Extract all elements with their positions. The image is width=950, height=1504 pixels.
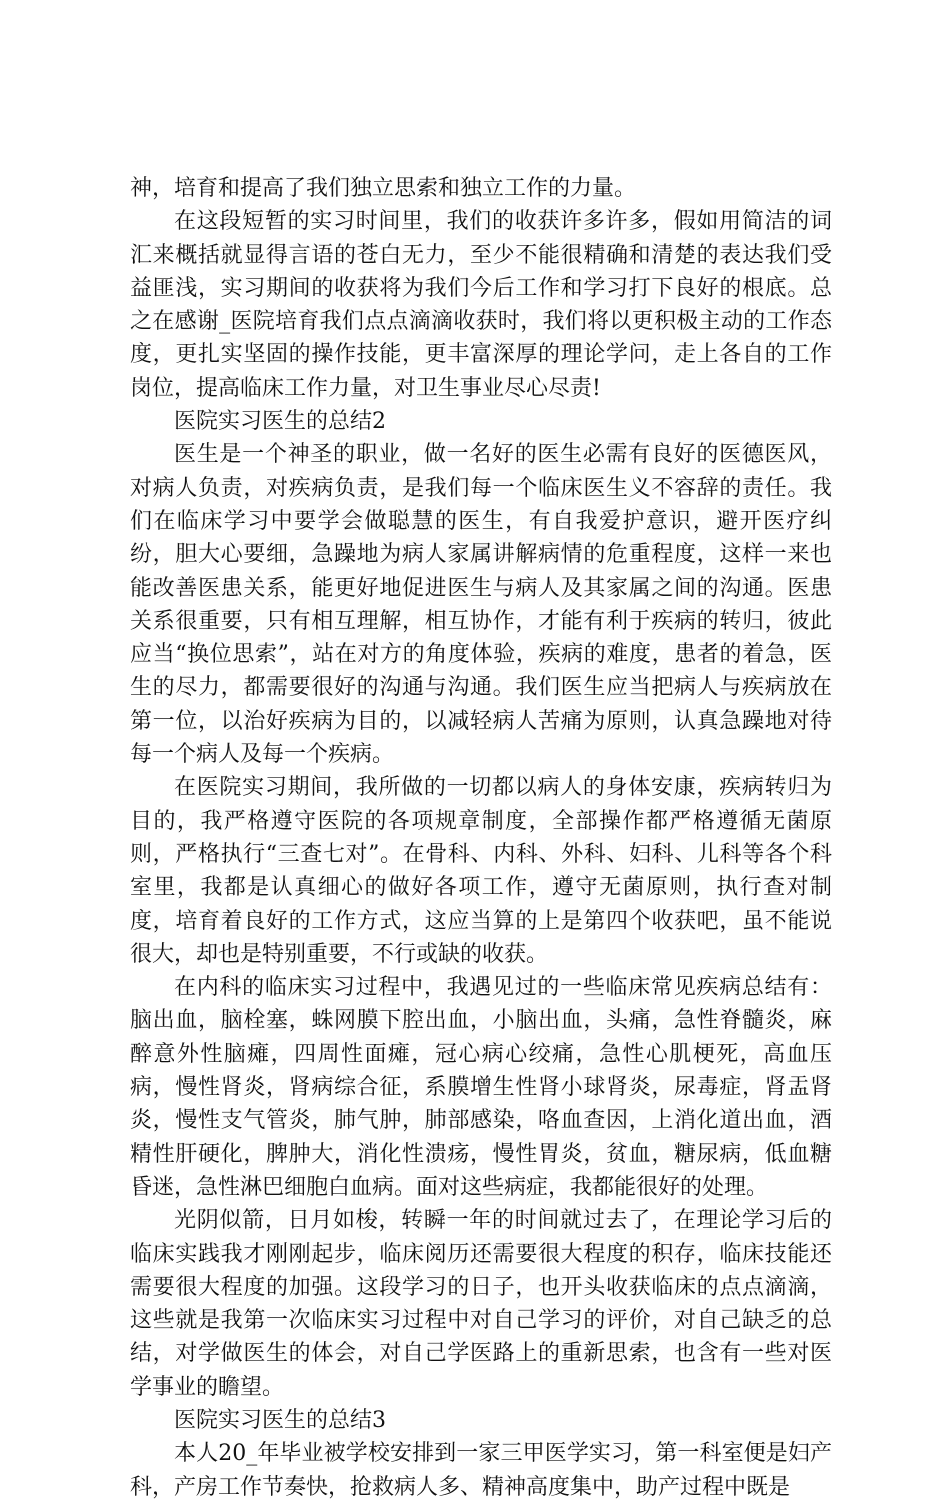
- document-page: [130, 172, 832, 1504]
- section-heading-2: 医院实习医生的总结2: [174, 409, 386, 435]
- paragraph-obstetrics-start: 本人20_年毕业被学校安排到一家三甲医学实习，第一科室便是妇产科，产房工作节奏快，抢救病人多、精神高度集中，助产过程中既是: [130, 1441, 832, 1500]
- paragraph-internship-conduct: 在医院实习期间，我所做的一切都以病人的身体安康，疾病转归为目的，我严格遵守医院的各项规章制度，全部操作都严格遵循无菌原则，严格执行“三查七对”。在骨科、内科、外科、妇科、儿科等各个科室里，我都是认真细心的做好各项工作，遵守无菌原则，执行查对制度，培育着良好的工作方式，这应当算的上是第四个收获吧，虽不能说很大，却也是特别重要，不行或缺的收获。: [130, 775, 832, 967]
- paragraph-continuation: 神，培育和提高了我们独立思索和独立工作的力量。: [130, 176, 637, 201]
- paragraph-summary-1: 在这段短暂的实习时间里，我们的收获许多许多，假如用简洁的词汇来概括就显得言语的苍白无力，至少不能很精确和清楚的表达我们受益匪浅，实习期间的收获将为我们今后工作和学习打下良好的根底。总之在感谢_医院培育我们点点滴滴收获时，我们将以更积极主动的工作态度，更扎实坚固的操作技能，更丰富深厚的理论学问，走上各自的工作岗位，提高临床工作力量，对卫生事业尽心尽责!: [130, 209, 832, 401]
- section-heading-3: 医院实习医生的总结3: [174, 1407, 386, 1433]
- paragraph-doctor-duty: 医生是一个神圣的职业，做一名好的医生必需有良好的医德医风，对病人负责，对疾病负责，是我们每一个临床医生义不容辞的责任。我们在临床学习中要学会做聪慧的医生，有自我爱护意识，避开医疗纠纷，胆大心要细，急躁地为病人家属讲解病情的危重程度，这样一来也能改善医患关系，能更好地促进医生与病人及其家属之间的沟通。医患关系很重要，只有相互理解，相互协作，才能有利于疾病的转归，彼此应当“换位思索”，站在对方的角度体验，疾病的难度，患者的着急，医生的尽力，都需要很好的沟通与沟通。我们医生应当把病人与疾病放在第一位，以治好疾病为目的，以减轻病人苦痛为原则，认真急躁地对待每一个病人及每一个疾病。: [130, 442, 832, 768]
- paragraph-reflection: 光阴似箭，日月如梭，转瞬一年的时间就过去了，在理论学习后的临床实践我才刚刚起步，临床阅历还需要很大程度的积存，临床技能还需要很大程度的加强。这段学习的日子，也开头收获临床的点点滴滴，这些就是我第一次临床实习过程中对自己学习的评价，对自己缺乏的总结，对学做医生的体会，对自己学医路上的重新思索，也含有一些对医学事业的瞻望。: [130, 1208, 832, 1400]
- paragraph-internal-medicine-cases: 在内科的临床实习过程中，我遇见过的一些临床常见疾病总结有：脑出血，脑栓塞，蛛网膜下腔出血，小脑出血，头痛，急性脊髓炎，麻醉意外性脑瘫，四周性面瘫，冠心病心绞痛，急性心肌梗死，高血压病，慢性肾炎，肾病综合征，系膜增生性肾小球肾炎，尿毒症，肾盂肾炎，慢性支气管炎，肺气肿，肺部感染，咯血查因，上消化道出血，酒精性肝硬化，脾肿大，消化性溃疡，慢性胃炎，贫血，糖尿病，低血糖昏迷，急性淋巴细胞白血病。面对这些病症，我都能很好的处理。: [130, 975, 832, 1200]
